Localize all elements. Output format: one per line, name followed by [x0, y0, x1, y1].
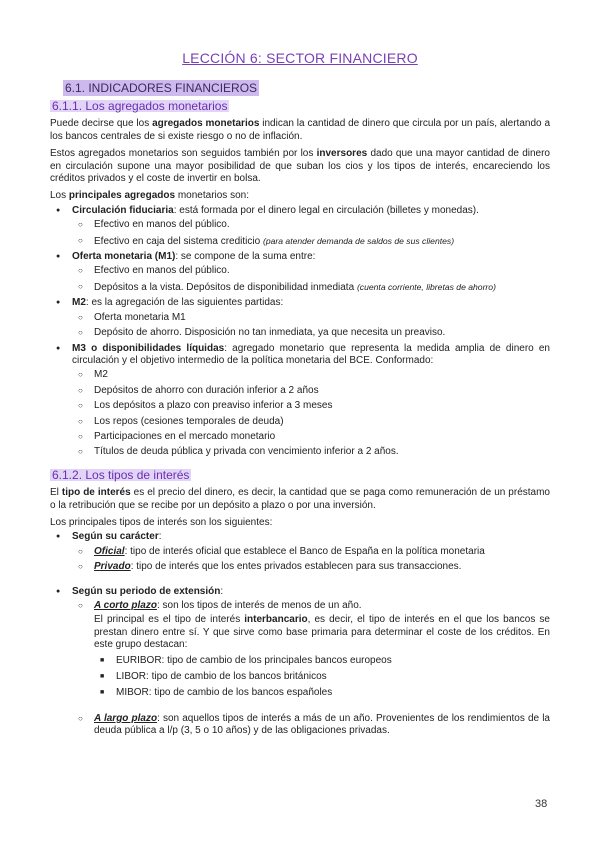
- paragraph-principales: Los principales agregados monetarios son:: [50, 190, 249, 202]
- list-item: ● Según su periodo de extensión: ○ A corto plazo: son los tipos de interés de menos de un año. El principal es el tipo de interés interbancario, es decir, el tipo de interés en el que los bancos se prestan dinero entre sí. Y que sirve como base primaria para determinar el coste de los créditos. En este grupo destacan: ■ EURIBOR: tipo de cambio de los principales bancos europeos ■ LIBOR: tipo de cambio de los bancos británicos ■ MIBOR: tipo de cambio de los bancos españoles ○ A largo plazo: son aquellos tipos de interés a más de un año. Provenientes de los rendimientos de la deuda pública a l/p (3, 5 o 10 años) y de las obligaciones privadas.: [50, 586, 550, 738]
- section-heading: 6.1. INDICADORES FINANCIEROS: [65, 81, 258, 95]
- paragraph-agregados-intro: Puede decirse que los agregados monetarios indican la cantidad de dinero que circula por un país, alertando a los bancos centrales de si existe riesgo o no de inflación.: [50, 118, 551, 142]
- agregados-list: [50, 205, 550, 459]
- list-item: ● M3 o disponibilidades líquidas: agregado monetario que representa la medida amplia de dinero en circulación y el objetivo intermedio de la política monetaria del BCE. Conformado: ○ M2 ○ Depósitos de ahorro con duración inferior a 2 años ○ Los depósitos a plazo con preaviso inferior a 3 meses ○ Los repos (cesiones temporales de deuda) ○ Participaciones en el mercado monetario ○ Títulos de deuda pública y privada con vencimiento inferior a 2 años.: [50, 343, 550, 459]
- page-number: 38: [535, 798, 548, 810]
- paragraph-inversores: Estos agregados monetarios son seguidos también por los inversores dado que una mayor cantidad de dinero en circulación supone una mayor posibilidad de que suban los cios y los tipos de interés, encareciendo los créditos privados y el coste de invertir en bolsa.: [50, 148, 550, 185]
- subsection-heading-tipos-interes: 6.1.2. Los tipos de interés: [52, 467, 190, 482]
- list-item: ● Según su carácter: ○ Oficial: tipo de interés oficial que establece el Banco de España en la política monetaria ○ Privado: tipo de interés que los entes privados establecen para sus transacciones.: [50, 531, 550, 582]
- list-item: ○ Depósitos a la vista. Depósitos de disponibilidad inmediata (cuenta corriente, libretas de ahorro): [72, 281, 550, 294]
- list-item: ○ Oferta monetaria M1: [72, 312, 550, 324]
- list-item: ○ M2: [72, 369, 550, 381]
- list-item: ○ Efectivo en manos del público.: [72, 219, 550, 231]
- list-item: ● Circulación fiduciaria: está formada por el dinero legal en circulación (billetes y monedas). ○ Efectivo en manos del público. ○ Efectivo en caja del sistema crediticio (para atender demanda de saldos de sus clientes): [50, 205, 550, 248]
- list-item: ○ Efectivo en caja del sistema crediticio (para atender demanda de saldos de sus clientes): [72, 235, 550, 248]
- list-item: ○ Oficial: tipo de interés oficial que establece el Banco de España en la política monetaria: [72, 546, 550, 558]
- tipos-list: [50, 531, 550, 737]
- list-item: ○ Participaciones en el mercado monetario: [72, 431, 550, 443]
- interbancario-detail: El principal es el tipo de interés interbancario, es decir, el tipo de interés en el que los bancos se prestan dinero entre sí. Y que sirve como base primaria para determinar el coste de los créditos. En este grupo destacan:: [94, 614, 550, 651]
- document-body: [50, 100, 550, 741]
- list-item: ■ MIBOR: tipo de cambio de los bancos españoles: [94, 687, 550, 699]
- list-item: ○ Los depósitos a plazo con preaviso inferior a 3 meses: [72, 400, 550, 412]
- list-item: ■ EURIBOR: tipo de cambio de los principales bancos europeos: [94, 655, 550, 667]
- lesson-title: LECCIÓN 6: SECTOR FINANCIERO: [182, 50, 418, 66]
- paragraph-principales-tipos: Los principales tipos de interés son los siguientes:: [50, 516, 273, 528]
- list-item: ● M2: es la agregación de las siguientes partidas: ○ Oferta monetaria M1 ○ Depósito de ahorro. Disposición no tan inmediata, ya que necesita un preaviso.: [50, 297, 550, 339]
- list-item: ○ Títulos de deuda pública y privada con vencimiento inferior a 2 años.: [72, 446, 550, 458]
- list-item: ○ Los repos (cesiones temporales de deuda): [72, 416, 550, 428]
- list-item: ○ Privado: tipo de interés que los entes privados establecen para sus transacciones.: [72, 561, 550, 573]
- list-item: ○ A largo plazo: son aquellos tipos de interés a más de un año. Provenientes de los rendimientos de la deuda pública a l/p (3, 5 o 10 años) y de las obligaciones privadas.: [72, 713, 550, 738]
- subsection-heading-agregados: 6.1.1. Los agregados monetarios: [52, 99, 228, 113]
- list-item: ○ Depósito de ahorro. Disposición no tan inmediata, ya que necesita un preaviso.: [72, 327, 550, 339]
- list-item: ○ Efectivo en manos del público.: [72, 265, 550, 277]
- list-item: ● Oferta monetaria (M1): se compone de la suma entre: ○ Efectivo en manos del público. ○ Depósitos a la vista. Depósitos de disponibilidad inmediata (cuenta corriente, libretas de ahorro): [50, 251, 550, 294]
- list-item: ■ LIBOR: tipo de cambio de los bancos británicos: [94, 671, 550, 683]
- list-item: ○ A corto plazo: son los tipos de interés de menos de un año. El principal es el tipo de interés interbancario, es decir, el tipo de interés en el que los bancos se prestan dinero entre sí. Y que sirve como base primaria para determinar el coste de los créditos. En este grupo destacan: ■ EURIBOR: tipo de cambio de los principales bancos europeos ■ LIBOR: tipo de cambio de los bancos británicos ■ MIBOR: tipo de cambio de los bancos españoles: [72, 600, 550, 710]
- paragraph-tipo-interes: El tipo de interés es el precio del dinero, es decir, la cantidad que se paga como remuneración de un préstamo o la retribución que se recibe por un depósito a plazo o por una inversión.: [50, 487, 550, 511]
- list-item: ○ Depósitos de ahorro con duración inferior a 2 años: [72, 385, 550, 397]
